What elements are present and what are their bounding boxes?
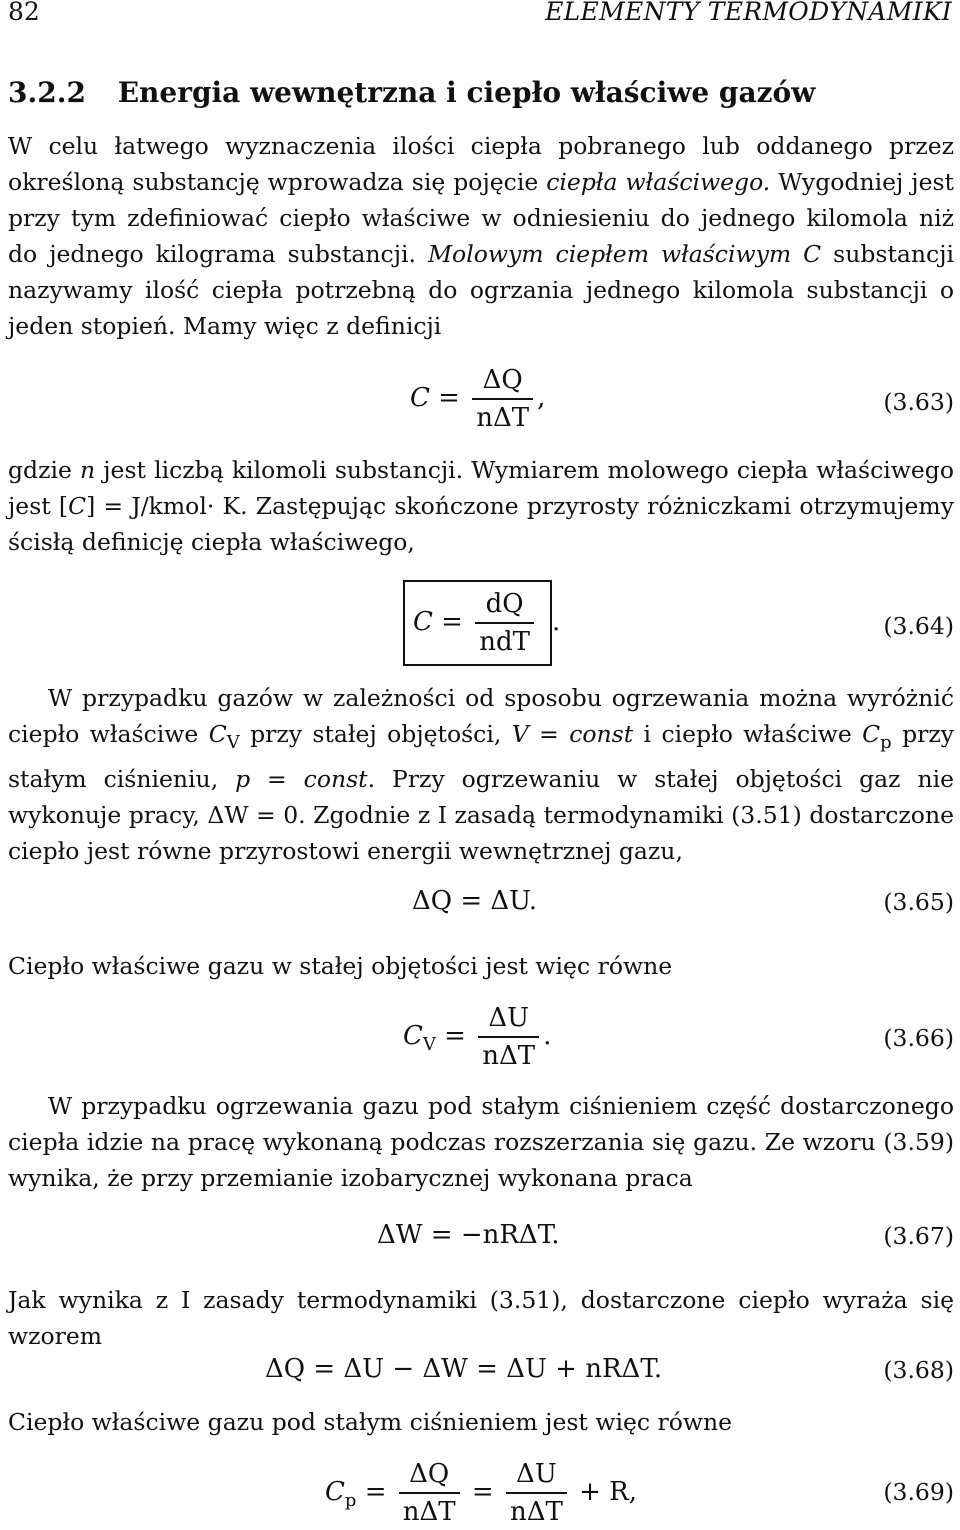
equation-body: C = $\frac{\Delta Q}{\text{nΔT}}$ , [410, 362, 545, 436]
paragraph-cv: Ciepło właściwe gazu w stałej objętości jest więc równe [8, 952, 673, 980]
equation-number: (3.63) [883, 388, 954, 416]
section-title: Energia wewnętrzna i ciepło właściwe gazów [117, 76, 816, 109]
running-title: ELEMENTY TERMODYNAMIKI [545, 0, 952, 26]
paragraph-intro: W celu łatwego wyznaczenia ilości ciepła pobranego lub oddanego przez określoną substancję wprowadza się pojęcie ciepła właściwego. Wygodniej jest przy tym zdefiniować ciepło właściwe w odniesieniu do jednego kilomola niż do jednego kilograma substancji. Molowym ciepłem właściwym C substancji nazywamy ilość ciepła potrzebną do ogrzania jednego kilomola substancji o jeden stopień. Mamy więc z definicji [8, 132, 954, 340]
equation-body: $C_p$ = $\frac{\Delta Q}{\text{nΔT}}$ = $\frac{\Delta U}{\text{nΔT}}$ + R, [325, 1456, 637, 1530]
equation-body: ΔQ = ΔU. [412, 886, 537, 916]
paragraph-definition: gdzie n jest liczbą kilomoli substancji. Wymiarem molowego ciepła właściwego jest [C] = J/kmol· K. Zastępując skończone przyrosty różniczkami otrzymujemy ścisłą definicję ciepła właściwego, [8, 456, 954, 556]
fraction: $\frac{\Delta Q}{\text{nΔT}}$ [472, 362, 533, 436]
equation-body: $C_V$ = $\frac{\Delta U}{\text{nΔT}}$ . [403, 1000, 551, 1074]
paragraph-gases: W przypadku gazów w zależności od sposobu ogrzewania można wyróżnić ciepło właściwe $C_V$ przy stałej objętości, V = const i ciepło właściwe $C_p$ przy stałym ciśnieniu, p = const. Przy ogrzewaniu w stałej objętości gaz nie wykonuje pracy, ΔW = 0. Zgodnie z I zasadą termodynamiki (3.51) dostarczone ciepło jest równe przyrostowi energii wewnętrznej gazu, [8, 684, 955, 865]
equation-number: (3.65) [883, 888, 954, 916]
equation-box: C = $\frac{dQ}{\text{ndT}}$ [403, 580, 552, 666]
page-header [0, 0, 960, 30]
fraction: $\frac{\Delta Q}{\text{nΔT}}$ [399, 1456, 460, 1530]
paragraph-cp-result: Ciepło właściwe gazu pod stałym ciśnieniem jest więc równe [8, 1408, 733, 1436]
equation-number: (3.64) [883, 612, 954, 640]
fraction: $\frac{\Delta U}{\text{nΔT}}$ [506, 1456, 567, 1530]
section-number: 3.2.2 [8, 76, 86, 109]
equation-number: (3.68) [883, 1356, 954, 1384]
section-heading [8, 76, 815, 109]
equation-number: (3.67) [883, 1222, 954, 1250]
fraction: $\frac{dQ}{\text{ndT}}$ [475, 586, 534, 660]
page-number: 82 [8, 0, 40, 26]
equation-number: (3.66) [883, 1024, 954, 1052]
paragraph-cp: W przypadku ogrzewania gazu pod stałym ciśnieniem część dostarczonego ciepła idzie na pracę wykonaną podczas rozszerzania się gazu. Ze wzoru (3.59) wynika, że przy przemianie izobarycznej wykonana praca [8, 1092, 954, 1192]
equation-body: ΔW = −nRΔT. [377, 1220, 560, 1250]
equation-body: C = $\frac{dQ}{\text{ndT}}$ . [403, 580, 560, 666]
fraction: $\frac{\Delta U}{\text{nΔT}}$ [478, 1000, 539, 1074]
paragraph-first-law: Jak wynika z I zasady termodynamiki (3.51), dostarczone ciepło wyraża się wzorem [8, 1286, 954, 1350]
equation-number: (3.69) [883, 1478, 954, 1506]
equation-body: ΔQ = ΔU − ΔW = ΔU + nRΔT. [265, 1354, 663, 1384]
